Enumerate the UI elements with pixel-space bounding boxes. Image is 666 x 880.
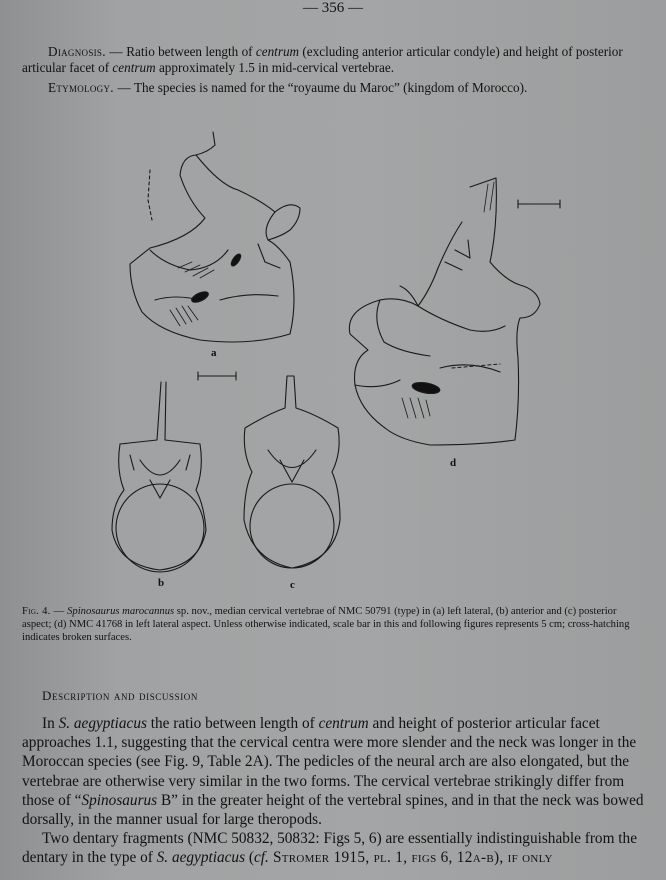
body-em: S. aegyptiacus bbox=[58, 715, 147, 732]
diagnosis-em: centrum bbox=[255, 44, 300, 59]
body-text bbox=[22, 714, 650, 868]
body-paragraph-1 bbox=[22, 714, 650, 829]
diagnosis-text: approximately 1.5 in mid-cervical vertebrae. bbox=[155, 60, 395, 75]
body-em: cf. bbox=[253, 849, 269, 867]
diagnosis-text: Ratio between length of bbox=[126, 44, 256, 59]
vertebra-b-drawing bbox=[112, 382, 206, 572]
caption-species: Spinosaurus marocannus bbox=[67, 606, 175, 617]
etymology-label: Etymology. — bbox=[48, 80, 131, 95]
section-heading: Description and discussion bbox=[42, 688, 199, 703]
diagnosis-label: Diagnosis. — bbox=[48, 44, 123, 59]
body-text-run: and height of posterior articular facet approaches 1.1, suggesting that the cervical centra were more slender and the neck was longer in the Moroccan species (see Fig. 9, Table 2A). The pedicles of the neural arch are also elongated, but the vertebrae are otherwise very similar in the two forms. The cervical vertebrae strikingly differ from those of “ bbox=[22, 715, 637, 809]
body-paragraph-2 bbox=[22, 829, 650, 867]
etymology-paragraph bbox=[22, 80, 642, 96]
figure-label-d: d bbox=[450, 457, 457, 469]
diagnosis-text: (excluding anterior articular condyle) and height of posterior articular facet of bbox=[22, 44, 623, 75]
figure-label-a: a bbox=[211, 347, 217, 359]
body-em: S. aegyptiacus bbox=[156, 849, 246, 867]
caption-label: Fig. 4. — bbox=[22, 606, 65, 617]
figure-label-c: c bbox=[290, 579, 295, 591]
figure-caption bbox=[22, 605, 646, 644]
diagnosis-em: centrum bbox=[112, 60, 156, 75]
vertebra-c-drawing bbox=[244, 376, 340, 568]
body-text-run: B” in the greater height of the vertebral spines, and in that the neck was bowed dorsally, in the manner usual for large theropods. bbox=[22, 791, 644, 829]
body-text-run: Two dentary fragments (NMC 50832, 50832: Figs 5, 6) are essentially indistinguishable from the dentary in the type of bbox=[22, 830, 637, 867]
body-text-run: Stromer 1915, pl. 1, figs 6, 12a-b), if only bbox=[268, 849, 553, 867]
body-em: centrum bbox=[318, 715, 369, 732]
body-em: Spinosaurus bbox=[81, 791, 158, 809]
vertebra-d-drawing bbox=[349, 178, 540, 445]
page-number: — 356 — bbox=[303, 0, 363, 16]
vertebra-a-drawing bbox=[130, 132, 300, 342]
body-text-run: the ratio between length of bbox=[146, 715, 319, 732]
caption-text: sp. nov., median cervical vertebrae of NMC 50791 (type) in (a) left lateral, (b) anterior and (c) posterior aspect; (d) NMC 41768 in left lateral aspect. Unless otherwise indicated, scale bar in this and following figures represents 5 cm; cross-hatching indicates broken surfaces. bbox=[22, 606, 630, 643]
figure-4-drawings bbox=[0, 120, 666, 600]
figure-label-b: b bbox=[158, 577, 165, 589]
body-text-run: In bbox=[42, 715, 59, 732]
diagnosis-paragraph bbox=[22, 44, 642, 76]
body-text-run: ( bbox=[245, 849, 254, 867]
etymology-text: The species is named for the “royaume du Maroc” (kingdom of Morocco). bbox=[134, 80, 528, 95]
